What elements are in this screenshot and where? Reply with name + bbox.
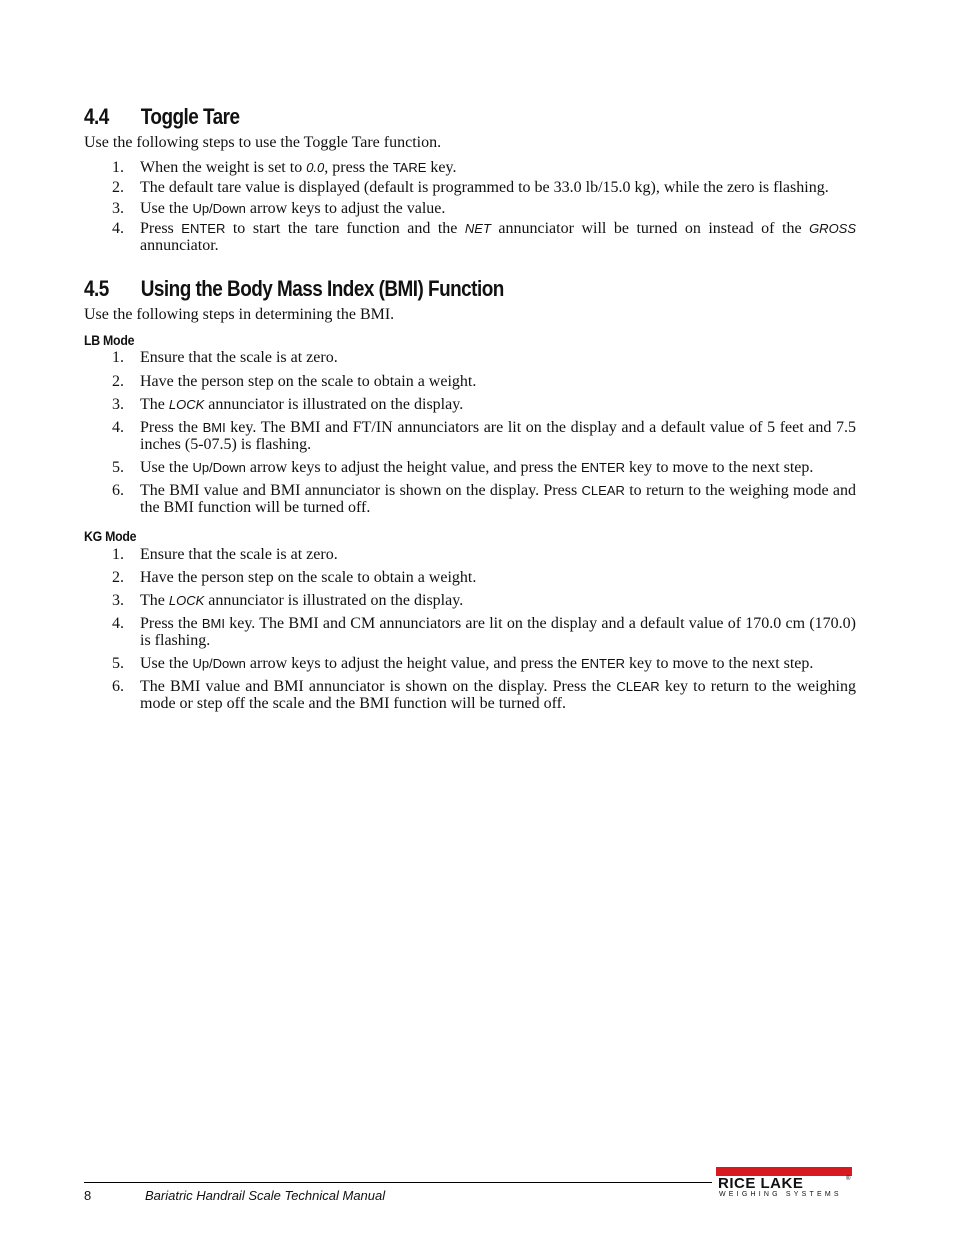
key-name: TARE [392, 160, 427, 175]
section-intro: Use the following steps in determining the BMI. [84, 306, 395, 323]
key-name: BMI [201, 616, 225, 631]
list-item: 2. Have the person step on the scale to obtain a weight. [112, 569, 477, 586]
list-item: 4. Press the BMI key. The BMI and CM annunciators are lit on the display and a default value of 170.0 cm (170.0) is flashing. [112, 615, 857, 649]
list-item: 1. Ensure that the scale is at zero. [112, 349, 338, 366]
key-name: ENTER [181, 221, 226, 236]
lb-mode-steps [84, 349, 856, 516]
list-item: 3. The LOCK annunciator is illustrated on the display. [112, 396, 464, 413]
annunciator-text: GROSS [809, 221, 857, 236]
list-item: 4. Press the BMI key. The BMI and FT/IN annunciators are lit on the display and a default value of 5 feet and 7.5 inches (5-07.5) is flashing. [112, 419, 856, 453]
annunciator-text: LOCK [168, 397, 205, 412]
annunciator-text: LOCK [168, 593, 205, 608]
key-name: ENTER [580, 656, 625, 671]
section-heading-toggle-tare [84, 104, 240, 130]
section-heading-bmi [84, 276, 504, 302]
section-number: 4.5 [84, 276, 109, 301]
list-item: 1. Ensure that the scale is at zero. [112, 546, 338, 563]
page-number: 8 [84, 1188, 92, 1203]
logo-wordmark: RICE LAKE [718, 1175, 804, 1192]
key-name: BMI [202, 420, 226, 435]
key-name: Up/Down [192, 656, 246, 671]
rice-lake-logo [716, 1167, 852, 1199]
list-item: 5. Use the Up/Down arrow keys to adjust the height value, and press the ENTER key to move to the next step. [112, 459, 814, 476]
kg-mode-heading: KG Mode [84, 528, 137, 544]
toggle-tare-steps [84, 159, 856, 254]
list-item: 6. The BMI value and BMI annunciator is shown on the display. Press CLEAR to return to the weighing mode and the BMI function will be turned off. [112, 482, 856, 516]
key-name: ENTER [580, 460, 625, 475]
registered-mark: ® [846, 1176, 851, 1182]
list-item: 4. Press ENTER to start the tare function and the NET annunciator will be turned on instead of the GROSS annunciator. [112, 220, 857, 254]
list-item: 5. Use the Up/Down arrow keys to adjust the height value, and press the ENTER key to move to the next step. [112, 655, 814, 672]
section-title: Toggle Tare [140, 104, 240, 129]
section-title: Using the Body Mass Index (BMI) Function [140, 276, 504, 301]
lb-mode-heading: LB Mode [84, 332, 135, 348]
annunciator-text: NET [464, 221, 491, 236]
key-name: CLEAR [581, 483, 625, 498]
list-item: 2. The default tare value is displayed (default is programmed to be 33.0 lb/15.0 kg), while the zero is flashing. [112, 179, 829, 196]
list-item: 3. Use the Up/Down arrow keys to adjust the value. [112, 200, 446, 217]
kg-mode-steps [84, 546, 856, 712]
list-item: 1. When the weight is set to 0.0, press the TARE key. [112, 159, 457, 176]
list-item: 3. The LOCK annunciator is illustrated on the display. [112, 592, 464, 609]
annunciator-text: 0.0 [306, 160, 325, 175]
logo-tagline: WEIGHING SYSTEMS [719, 1191, 842, 1198]
section-intro: Use the following steps to use the Toggle Tare function. [84, 134, 442, 151]
list-item: 2. Have the person step on the scale to obtain a weight. [112, 373, 477, 390]
key-name: Up/Down [192, 201, 246, 216]
key-name: CLEAR [616, 679, 660, 694]
section-number: 4.4 [84, 104, 109, 129]
manual-title: Bariatric Handrail Scale Technical Manual [145, 1188, 386, 1203]
list-item: 6. The BMI value and BMI annunciator is shown on the display. Press the CLEAR key to return to the weighing mode or step off the scale and the BMI function will be turned off. [112, 678, 856, 712]
footer-rule [84, 1182, 712, 1183]
key-name: Up/Down [192, 460, 246, 475]
